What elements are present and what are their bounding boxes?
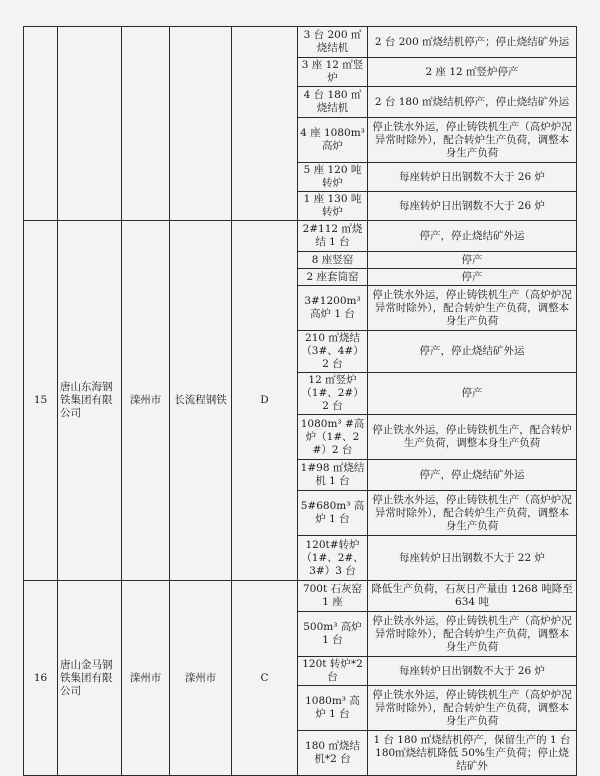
city-cell: 滦州市	[122, 581, 170, 776]
measure-cell: 停止铁水外运，停止铸铁机生产（高炉炉况异常时除外），配合转炉生产负荷，调整本身生产负荷	[368, 686, 577, 731]
emission-control-table	[23, 26, 577, 776]
row-number-cell: 16	[24, 581, 58, 776]
facility-cell: 2 座套筒窑	[298, 269, 368, 286]
company-name-cell: 唐山东海钢铁集团有限公司	[58, 221, 122, 581]
facility-cell: 2#112 ㎡烧结 1 台	[298, 221, 368, 252]
prev-grade-cell	[232, 27, 298, 221]
facility-cell: 210 ㎡烧结（3#、4#）2 台	[298, 331, 368, 373]
facility-cell: 1 座 130 吨转炉	[298, 192, 368, 221]
prev-type-cell	[170, 27, 232, 221]
facility-cell: 1080m³ 高炉 1 台	[298, 686, 368, 731]
measure-cell: 停产	[368, 269, 577, 286]
city-cell: 滦州市	[122, 221, 170, 581]
measure-cell: 停止铁水外运，停止铸铁机生产（高炉炉况异常时除外），配合转炉生产负荷，调整本身生产负荷	[368, 118, 577, 163]
facility-cell: 700t 石灰窑 1 座	[298, 581, 368, 612]
measure-cell: 2 台 180 ㎡烧结机停产，停止烧结矿外运	[368, 87, 577, 118]
measure-cell: 每座转炉日出钢数不大于 26 炉	[368, 657, 577, 686]
measure-cell: 2 座 12 ㎡竖炉停产	[368, 58, 577, 87]
facility-cell: 12 ㎡竖炉（1#、2#）2 台	[298, 373, 368, 415]
measure-cell: 每座转炉日出钢数不大于 26 炉	[368, 192, 577, 221]
facility-cell: 8 座竖窑	[298, 252, 368, 269]
facility-cell: 3 台 200 ㎡烧结机	[298, 27, 368, 58]
measure-cell: 每座转炉日出钢数不大于 22 炉	[368, 536, 577, 581]
measure-cell: 1 台 180 ㎡烧结机停产，保留生产的 1 台 180㎡烧结机降低 50%生产负荷；停止烧结矿外	[368, 731, 577, 776]
measure-cell: 每座转炉日出钢数不大于 26 炉	[368, 163, 577, 192]
measure-cell: 停产，停止烧结矿外运	[368, 460, 577, 491]
measure-cell: 停止铁水外运，停止铸铁机生产，配合转炉生产负荷，调整本身生产负荷	[368, 415, 577, 460]
facility-cell: 3 座 12 ㎡竖炉	[298, 58, 368, 87]
facility-cell: 1#98 ㎡烧结机 1 台	[298, 460, 368, 491]
facility-cell: 180 ㎡烧结机*2 台	[298, 731, 368, 776]
facility-cell: 5#680m³ 高炉 1 台	[298, 491, 368, 536]
facility-cell: 5 座 120 吨转炉	[298, 163, 368, 192]
row-number-cell: 15	[24, 221, 58, 581]
measure-cell: 停产	[368, 252, 577, 269]
prev-city-cell	[122, 27, 170, 221]
table-row	[24, 221, 577, 252]
measure-cell: 停产，停止烧结矿外运	[368, 331, 577, 373]
industry-type-cell: 滦州市	[170, 581, 232, 776]
measure-cell: 停止铁水外运，停止铸铁机生产（高炉炉况异常时除外），配合转炉生产负荷，调整本身生产负荷	[368, 286, 577, 331]
facility-cell: 500m³ 高炉 1 台	[298, 612, 368, 657]
measure-cell: 停止铁水外运，停止铸铁机生产（高炉炉况异常时除外），配合转炉生产负荷，调整本身生产负荷	[368, 491, 577, 536]
measure-cell: 2 台 200 ㎡烧结机停产；停止烧结矿外运	[368, 27, 577, 58]
facility-cell: 4 台 180 ㎡烧结机	[298, 87, 368, 118]
facility-cell: 3#1200m³ 高炉 1 台	[298, 286, 368, 331]
facility-cell: 120t#转炉（1#、2#、3#）3 台	[298, 536, 368, 581]
facility-cell: 4 座 1080m³ 高炉	[298, 118, 368, 163]
grade-cell: C	[232, 581, 298, 776]
prev-no-cell	[24, 27, 58, 221]
facility-cell: 120t 转炉*2 台	[298, 657, 368, 686]
measure-cell: 停产，停止烧结矿外运	[368, 221, 577, 252]
facility-cell: 1080m³ #高炉（1#、2#）2 台	[298, 415, 368, 460]
table-row	[24, 581, 577, 612]
measure-cell: 降低生产负荷，石灰日产量由 1268 吨降至 634 吨	[368, 581, 577, 612]
measure-cell: 停产	[368, 373, 577, 415]
table-row	[24, 27, 577, 58]
industry-type-cell: 长流程钢铁	[170, 221, 232, 581]
grade-cell: D	[232, 221, 298, 581]
measure-cell: 停止铁水外运，停止铸铁机生产（高炉炉况异常时除外），配合转炉生产负荷，调整本身生产负荷	[368, 612, 577, 657]
company-name-cell: 唐山金马钢铁集团有限公司	[58, 581, 122, 776]
prev-name-cell	[58, 27, 122, 221]
